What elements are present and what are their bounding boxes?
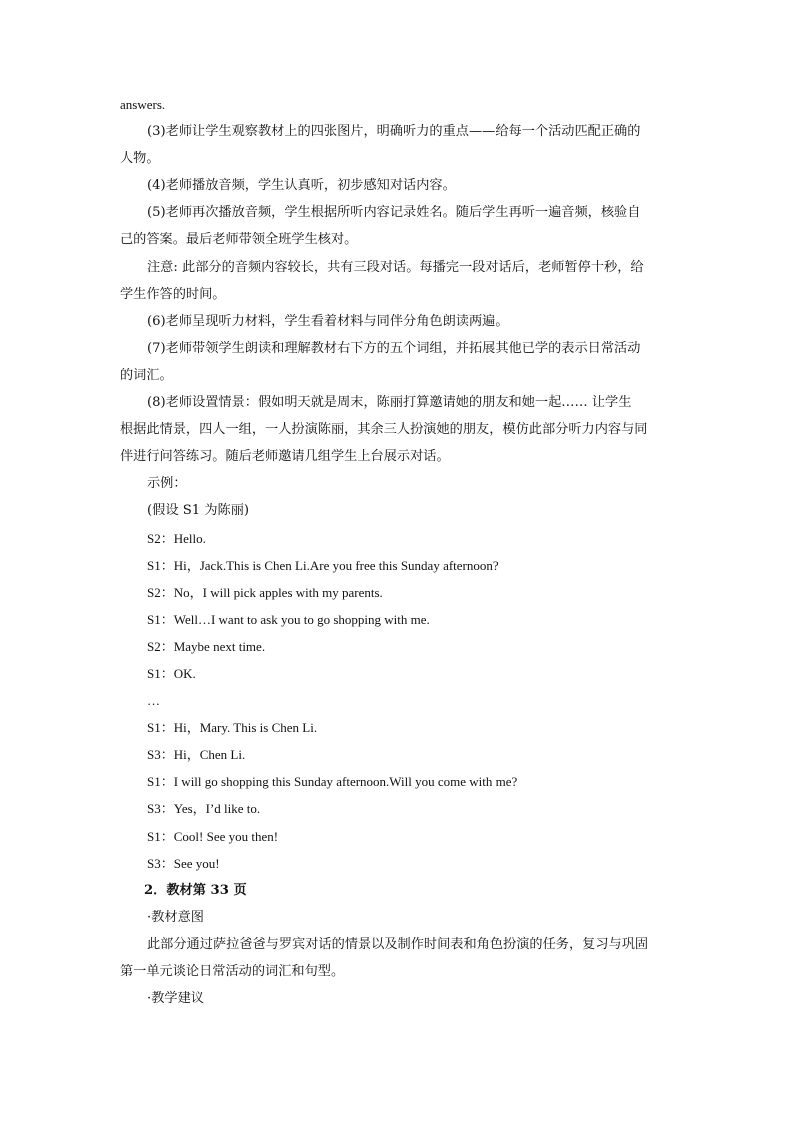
section-heading: 2．教材第 33 页 [144,882,247,898]
dialogue-line: S3：Hi，Chen Li. [147,747,246,763]
example-label: 示例： [147,476,187,492]
dialogue-line: S1：Cool! See you then! [147,828,279,844]
intent-text: 此部分通过萨拉爸爸与罗宾对话的情景以及制作时间表和角色扮演的任务，复习与巩固 [147,936,649,952]
step-4: (4)老师播放音频，学生认真听，初步感知对话内容。 [147,178,456,194]
step-3: (3)老师让学生观察教材上的四张图片，明确听力的重点——给每一个活动匹配正确的 [147,124,641,140]
subheading-teaching-advice: ·教学建议 [147,991,204,1007]
dialogue-line: S1：Hi，Mary. This is Chen Li. [147,720,318,736]
subheading-intent: ·教材意图 [147,909,204,925]
dialogue-line: S1：Well…I want to ask you to go shopping with me. [147,611,430,627]
dialogue-line: S1：OK. [147,665,196,681]
dialogue-line: S3：See you! [147,855,220,871]
step-8: (8)老师设置情景：假如明天就是周末，陈丽打算邀请她的朋友和她一起…… 让学生 [147,395,632,411]
page-content [120,91,678,1012]
text-line: 学生作答的时间。 [120,286,226,302]
step-5: (5)老师再次播放音频，学生根据所听内容记录姓名。随后学生再听一遍音频，核验自 [147,205,641,221]
text-line: 第一单元谈论日常活动的词汇和句型。 [120,964,345,979]
dialogue-line: S1：Hi，Jack.This is Chen Li.Are you free this Sunday afternoon? [147,557,499,573]
text-line: 人物。 [120,151,160,167]
dialogue-line: S2：Maybe next time. [147,638,266,654]
example-assumption: (假设 S1 为陈丽) [147,503,250,519]
text-line: 的词汇。 [120,367,173,383]
step-6: (6)老师呈现听力材料，学生看着材料与同伴分角色朗读两遍。 [147,313,509,329]
text-line: 己的答案。最后老师带领全班学生核对。 [120,232,358,248]
dialogue-line: S3：Yes，I’d like to. [147,801,261,817]
text-line: answers. [120,97,166,112]
dialogue-line: S2：No，I will pick apples with my parents. [147,584,383,600]
text-line: 伴进行问答练习。随后老师邀请几组学生上台展示对话。 [120,449,450,465]
step-7: (7)老师带领学生朗读和理解教材右下方的五个词组，并拓展其他已学的表示日常活动 [147,340,641,356]
note: 注意: 此部分的音频内容较长，共有三段对话。每播完一段对话后，老师暂停十秒，给 [147,259,644,275]
dialogue-line: S2：Hello. [147,530,206,546]
text-line: 根据此情景，四人一组，一人扮演陈丽，其余三人扮演她的朋友，模仿此部分听力内容与同 [120,422,648,438]
dialogue-line: S1：I will go shopping this Sunday afternoon.Will you come with me? [147,774,518,790]
dialogue-ellipsis: … [147,693,160,709]
